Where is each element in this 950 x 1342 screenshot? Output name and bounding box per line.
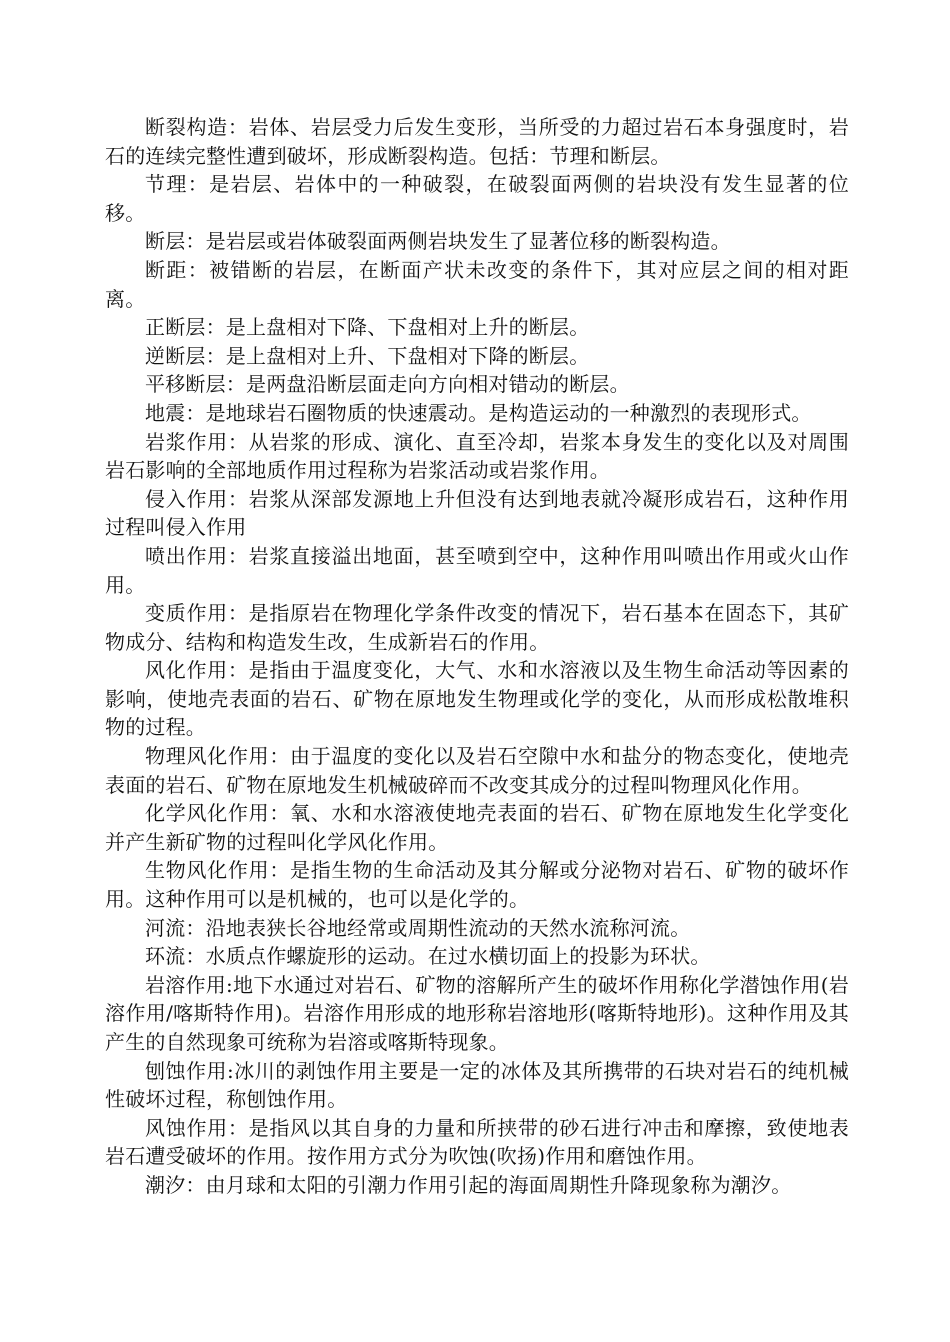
paragraph-strike-slip-fault: 平移断层：是两盘沿断层面走向方向相对错动的断层。 xyxy=(145,372,630,397)
paragraph-circulation: 环流：水质点作螺旋形的运动。在过水横切面上的投影为环状。 xyxy=(145,944,711,969)
paragraph-reverse-fault: 逆断层：是上盘相对上升、下盘相对下降的断层。 xyxy=(145,343,590,368)
paragraph-eruption: 喷出作用：岩浆直接溢出地面，甚至喷到空中，这种作用叫喷出作用或火山作用。 xyxy=(105,543,849,597)
paragraph-physical-weathering: 物理风化作用：由于温度的变化以及岩石空隙中水和盐分的物态变化，使地壳表面的岩石、矿物在原地发生机械破碎而不改变其成分的过程叫物理风化作用。 xyxy=(105,744,849,797)
paragraph-tide: 潮汐：由月球和太阳的引潮力作用引起的海面周期性升降现象称为潮汐。 xyxy=(145,1172,792,1197)
paragraph-glacial-plucking: 刨蚀作用:冰川的剥蚀作用主要是一定的冰体及其所携带的石块对岩石的纯机械性破坏过程，称刨蚀作用。 xyxy=(105,1058,849,1112)
paragraph-intrusion: 侵入作用：岩浆从深部发源地上升但没有达到地表就冷凝形成岩石，这种作用过程叫侵入作用 xyxy=(105,486,849,540)
paragraph-normal-fault: 正断层：是上盘相对下降、下盘相对上升的断层。 xyxy=(145,315,590,340)
paragraph-river: 河流：沿地表狭长谷地经常或周期性流动的天然水流称河流。 xyxy=(145,915,691,940)
document-page xyxy=(105,113,849,1200)
paragraph-chemical-weathering: 化学风化作用：氧、水和水溶液使地壳表面的岩石、矿物在原地发生化学变化并产生新矿物的过程叫化学风化作用。 xyxy=(105,801,849,854)
paragraph-fault-throw: 断距：被错断的岩层，在断面产状未改变的条件下，其对应层之间的相对距离。 xyxy=(105,257,849,311)
paragraph-weathering: 风化作用：是指由于温度变化，大气、水和水溶液以及生物生命活动等因素的影响，使地壳表面的岩石、矿物在原地发生物理或化学的变化，从而形成松散堆积物的过程。 xyxy=(105,658,849,740)
paragraph-metamorphism: 变质作用：是指原岩在物理化学条件改变的情况下，岩石基本在固态下，其矿物成分、结构和构造发生改，生成新岩石的作用。 xyxy=(105,601,849,654)
paragraph-fault-structure: 断裂构造：岩体、岩层受力后发生变形，当所受的力超过岩石本身强度时，岩石的连续完整性遭到破坏，形成断裂构造。包括：节理和断层。 xyxy=(105,115,849,168)
paragraph-earthquake: 地震：是地球岩石圈物质的快速震动。是构造运动的一种激烈的表现形式。 xyxy=(145,400,812,425)
paragraph-magmatism: 岩浆作用：从岩浆的形成、演化、直至冷却，岩浆本身发生的变化以及对周围岩石影响的全部地质作用过程称为岩浆活动或岩浆作用。 xyxy=(105,429,849,483)
paragraph-fault: 断层：是岩层或岩体破裂面两侧岩块发生了显著位移的断裂构造。 xyxy=(145,229,731,254)
paragraph-wind-erosion: 风蚀作用：是指风以其自身的力量和所挟带的砂石进行冲击和摩擦，致使地表岩石遭受破坏的作用。按作用方式分为吹蚀(吹扬)作用和磨蚀作用。 xyxy=(105,1115,849,1169)
paragraph-biological-weathering: 生物风化作用：是指生物的生命活动及其分解或分泌物对岩石、矿物的破坏作用。这种作用可以是机械的，也可以是化学的。 xyxy=(105,858,849,912)
paragraph-joint: 节理：是岩层、岩体中的一种破裂，在破裂面两侧的岩块没有发生显著的位移。 xyxy=(105,172,849,225)
paragraph-karst: 岩溶作用:地下水通过对岩石、矿物的溶解所产生的破坏作用称化学潜蚀作用(岩溶作用/喀斯特作用)。岩溶作用形成的地形称岩溶地形(喀斯特地形)。这种作用及其产生的自然现象可统称为岩溶或喀斯特现象。 xyxy=(105,972,849,1054)
